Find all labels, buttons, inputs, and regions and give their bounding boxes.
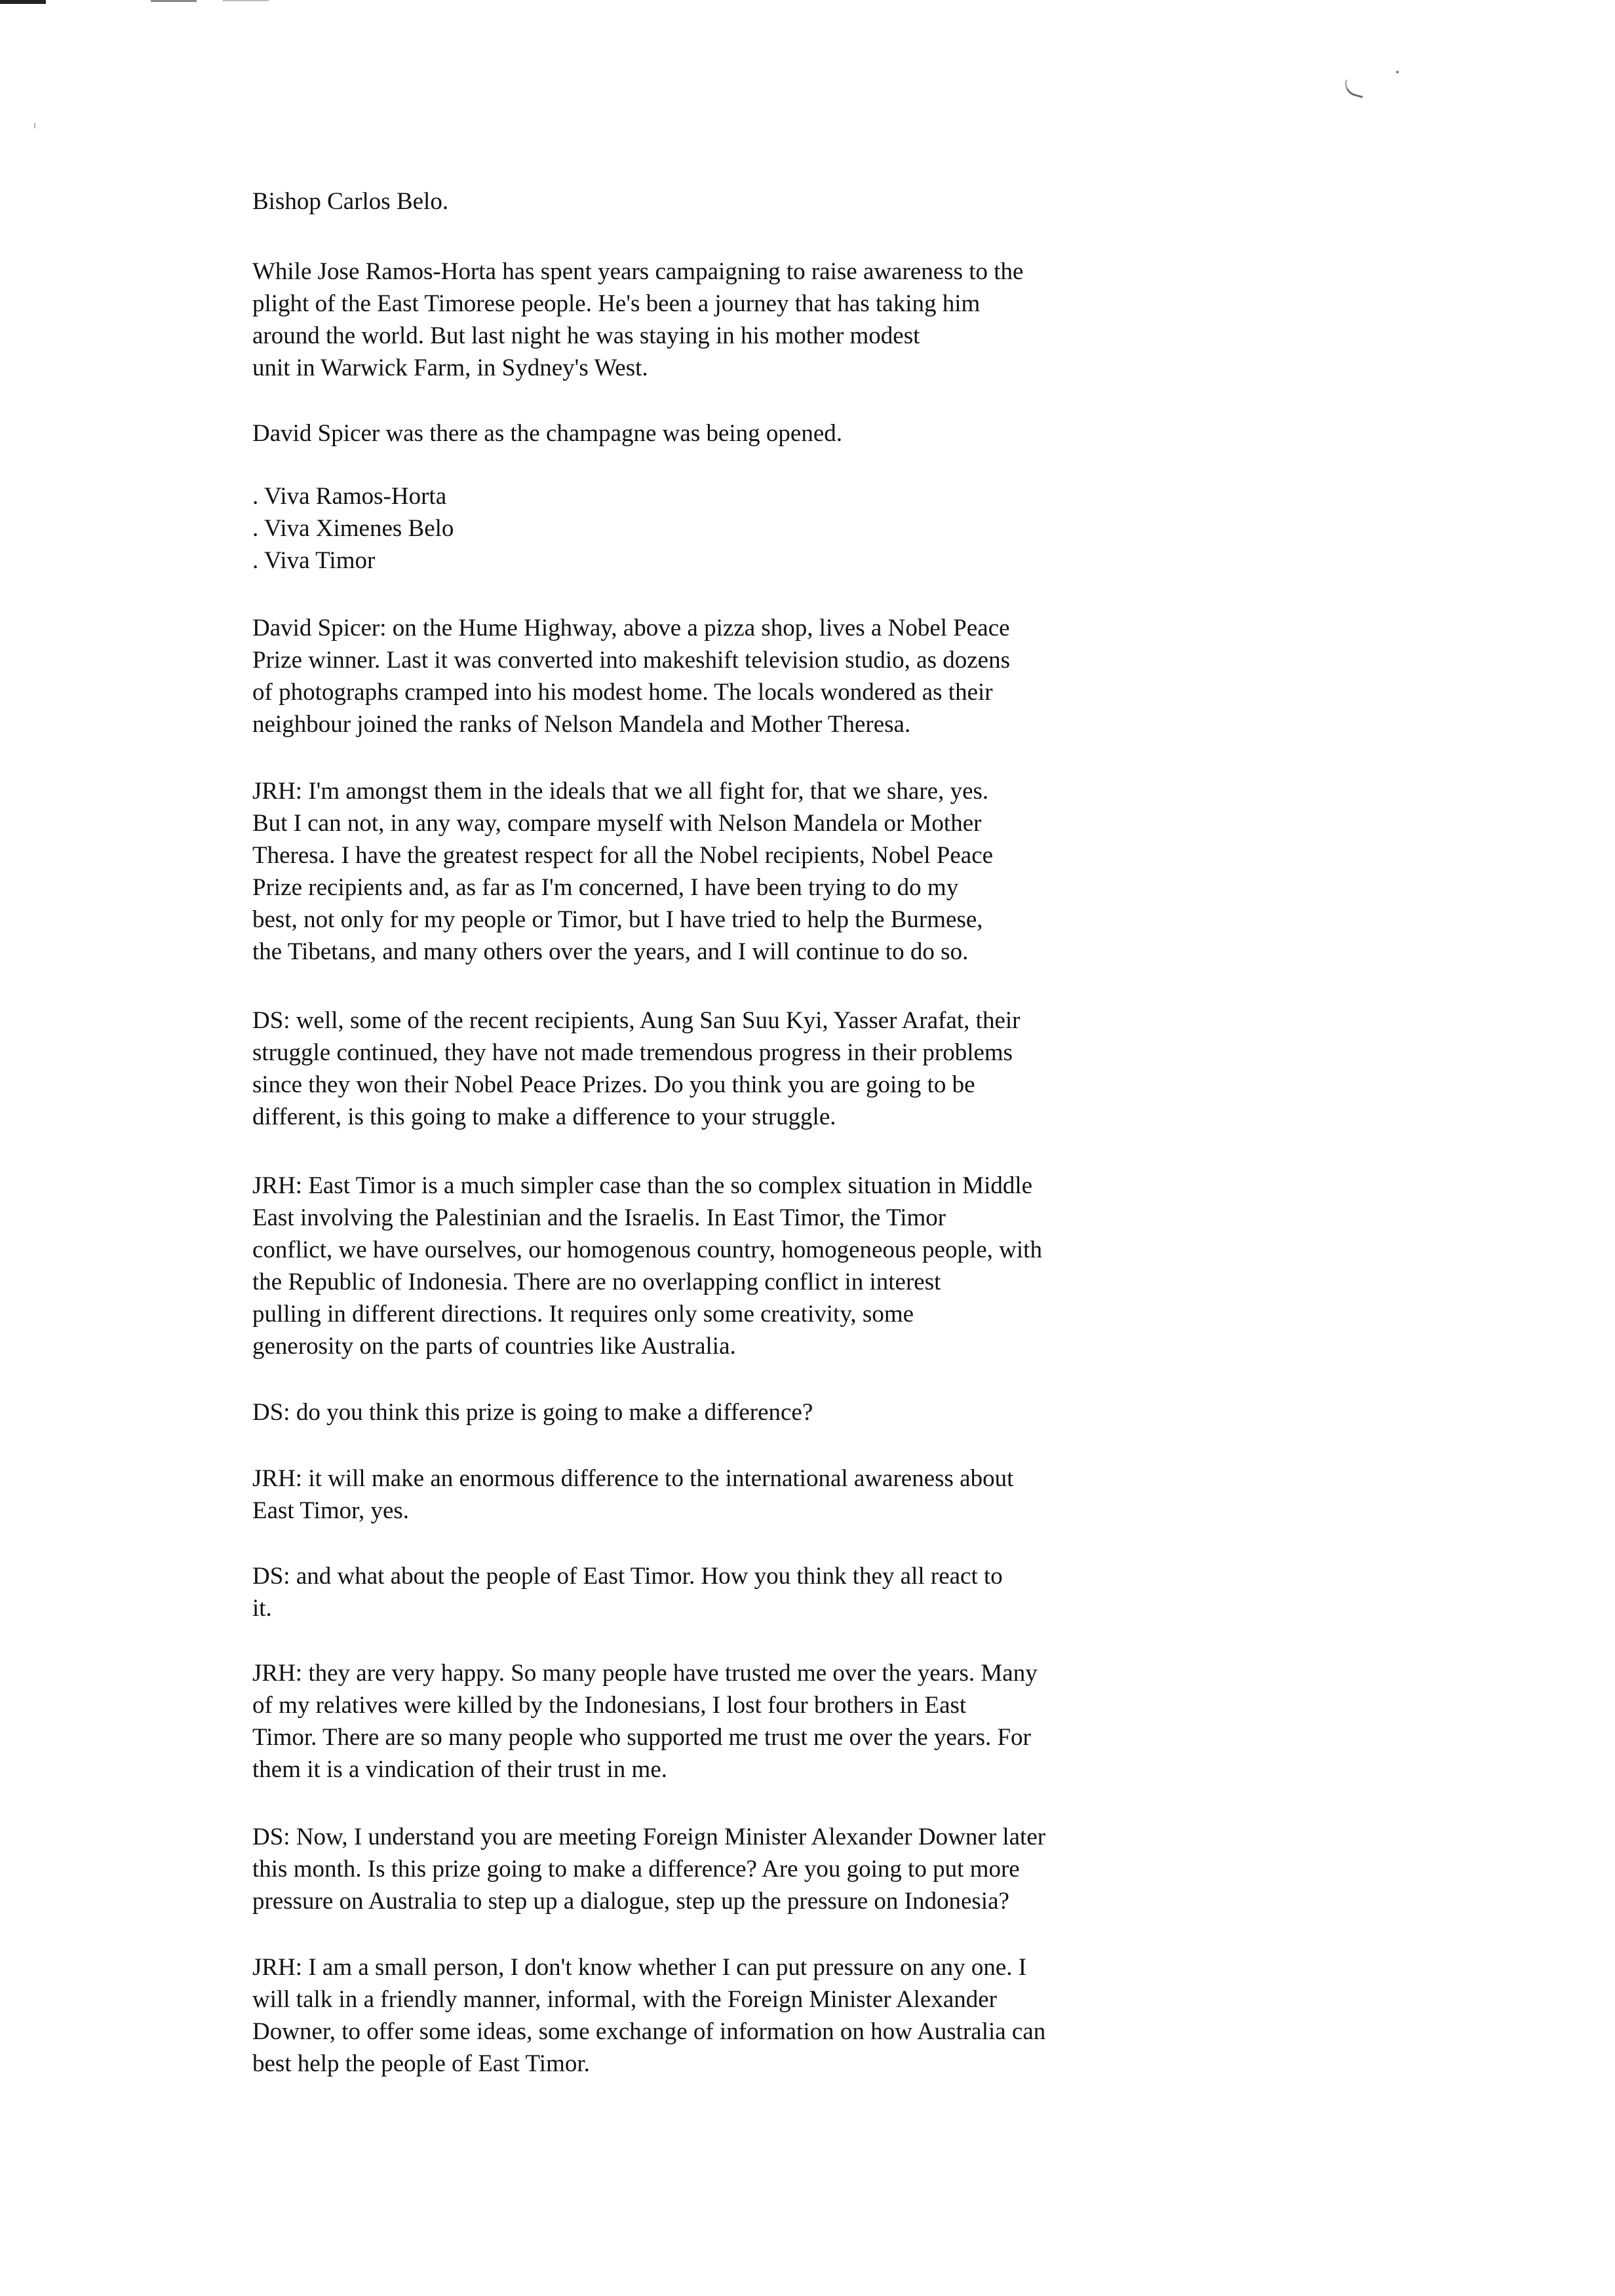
paragraph-champagne: David Spicer was there as the champagne was being opened. [252,420,843,447]
paragraph-ds-prize-question: DS: do you think this prize is going to make a difference? [252,1399,813,1426]
paragraph-jrh-awareness: JRH: it will make an enormous difference to the international awareness about East Timor, yes. [252,1465,1014,1524]
paragraph-jrh-happy: JRH: they are very happy. So many people have trusted me over the years. Many of my relatives were killed by the Indonesians, I lost four brothers in East Timor. There are so many people who supported me trust me over the years. For them it is a vindication of their trust in me. [252,1660,1038,1783]
scan-artifact-mark [0,0,46,4]
paragraph-intro: While Jose Ramos-Horta has spent years campaigning to raise awareness to the plight of the East Timorese people. He's been a journey that has taking him around the world. But last night he was staying in his mother modest unit in Warwick Farm, in Sydney's West. [252,258,1024,381]
paragraph-ds-narration: David Spicer: on the Hume Highway, above a pizza shop, lives a Nobel Peace Prize winner. Last it was converted into makeshift television studio, as dozens of photographs cramped into his modest home. The locals wondered as their neighbour joined the ranks of Nelson Mandela and Mother Theresa. [252,615,1010,738]
scan-artifact-mark [34,123,35,128]
paragraph-jrh-small-person: JRH: I am a small person, I don't know whether I can put pressure on any one. I will talk in a friendly manner, informal, with the Foreign Minister Alexander Downer, to offer some ideas, some exchange of information on how Australia can best help the people of East Timor. [252,1954,1046,2077]
scan-artifact-mark [1342,79,1366,98]
scan-artifact-mark [1396,71,1399,73]
paragraph-ds-downer: DS: Now, I understand you are meeting Foreign Minister Alexander Downer later this month. Is this prize going to make a difference? Are you going to put more pressure on Australia to step up a dialogue, step up the pressure on Indonesia? [252,1824,1046,1915]
paragraph-jrh-ideals: JRH: I'm amongst them in the ideals that we all fight for, that we share, yes. But I can not, in any way, compare myself with Nelson Mandela or Mother Theresa. I have the greatest respect for all the Nobel recipients, Nobel Peace Prize recipients and, as far as I'm concerned, I have been trying to do my best, not only for my people or Timor, but I have tried to help the Burmese, the Tibetans, and many others over the years, and I will continue to do so. [252,778,994,965]
document-heading: Bishop Carlos Belo. [252,188,449,215]
scan-artifact-mark [151,0,197,2]
paragraph-ds-recipients: DS: well, some of the recent recipients, Aung San Suu Kyi, Yasser Arafat, their struggle continued, they have not made tremendous progress in their problems since they won their Nobel Peace Prizes. Do you think you are going to be different, is this going to make a difference to your struggle. [252,1007,1021,1130]
paragraph-ds-people-react: DS: and what about the people of East Timor. How you think they all react to it. [252,1563,1003,1622]
paragraph-viva-list: . Viva Ramos-Horta . Viva Ximenes Belo . Viva Timor [252,483,454,574]
scan-artifact-mark [223,0,269,1]
paragraph-jrh-east-timor: JRH: East Timor is a much simpler case than the so complex situation in Middle East involving the Palestinian and the Israelis. In East Timor, the Timor conflict, we have ourselves, our homogenous country, homogeneous people, with the Republic of Indonesia. There are no overlapping conflict in interest pulling in different directions. It requires only some creativity, some generosity on the parts of countries like Australia. [252,1172,1042,1360]
